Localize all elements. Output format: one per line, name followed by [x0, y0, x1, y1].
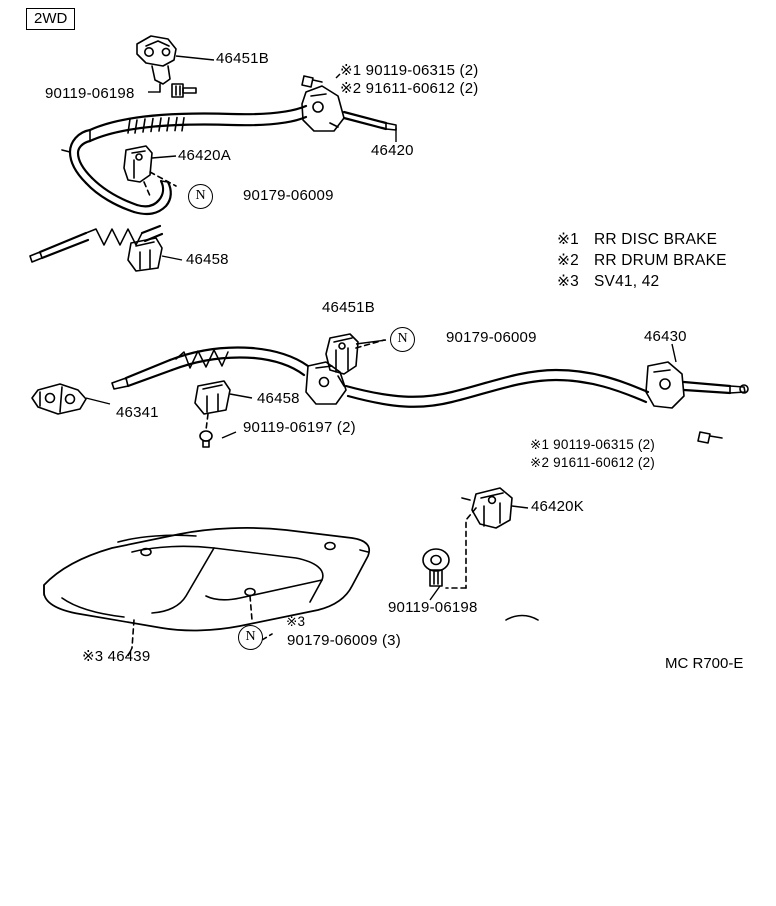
label-46451b-top: 46451B	[216, 50, 269, 67]
n-marker-bottom: N	[238, 625, 263, 650]
legend-row-1: ※1	[557, 231, 580, 248]
label-90179-06009-top: 90179-06009	[243, 187, 334, 204]
legend-text-1: RR DISC BRAKE	[594, 231, 718, 248]
label-90119-06197: 90119-06197 (2)	[243, 419, 356, 436]
legend-row-3: ※3	[557, 273, 580, 290]
label-46341: 46341	[116, 404, 159, 421]
footer-code: MC R700-E	[665, 655, 744, 672]
label-90119-06198-bottom: 90119-06198	[388, 599, 478, 616]
label-46420a: 46420A	[178, 147, 231, 164]
n-marker-top: N	[188, 184, 213, 209]
note-91611-60612-mid: ※2 91611-60612 (2)	[530, 455, 655, 470]
legend-text-3: SV41, 42	[594, 273, 660, 290]
label-90179-06009-bottom: 90179-06009 (3)	[287, 632, 401, 649]
note-91611-60612-top: ※2 91611-60612 (2)	[340, 80, 479, 97]
note-90119-06315-top: ※1 90119-06315 (2)	[340, 62, 479, 79]
label-46451b-mid: 46451B	[322, 299, 375, 316]
label-46420k: 46420K	[531, 498, 584, 515]
label-90179-06009-mid: 90179-06009	[446, 329, 537, 346]
n-marker-middle: N	[390, 327, 415, 352]
label-90119-06198-top: 90119-06198	[45, 85, 135, 102]
note-90119-06315-mid: ※1 90119-06315 (2)	[530, 437, 655, 452]
mark-3-bottom: ※3	[286, 614, 306, 629]
label-46430: 46430	[644, 328, 687, 345]
label-46458-top: 46458	[186, 251, 229, 268]
legend-text-2: RR DRUM BRAKE	[594, 252, 727, 269]
label-46439: ※3 46439	[82, 648, 151, 665]
label-46420: 46420	[371, 142, 414, 159]
label-46458-mid: 46458	[257, 390, 300, 407]
corner-tag-2wd: 2WD	[26, 8, 75, 30]
legend-row-2: ※2	[557, 252, 580, 269]
